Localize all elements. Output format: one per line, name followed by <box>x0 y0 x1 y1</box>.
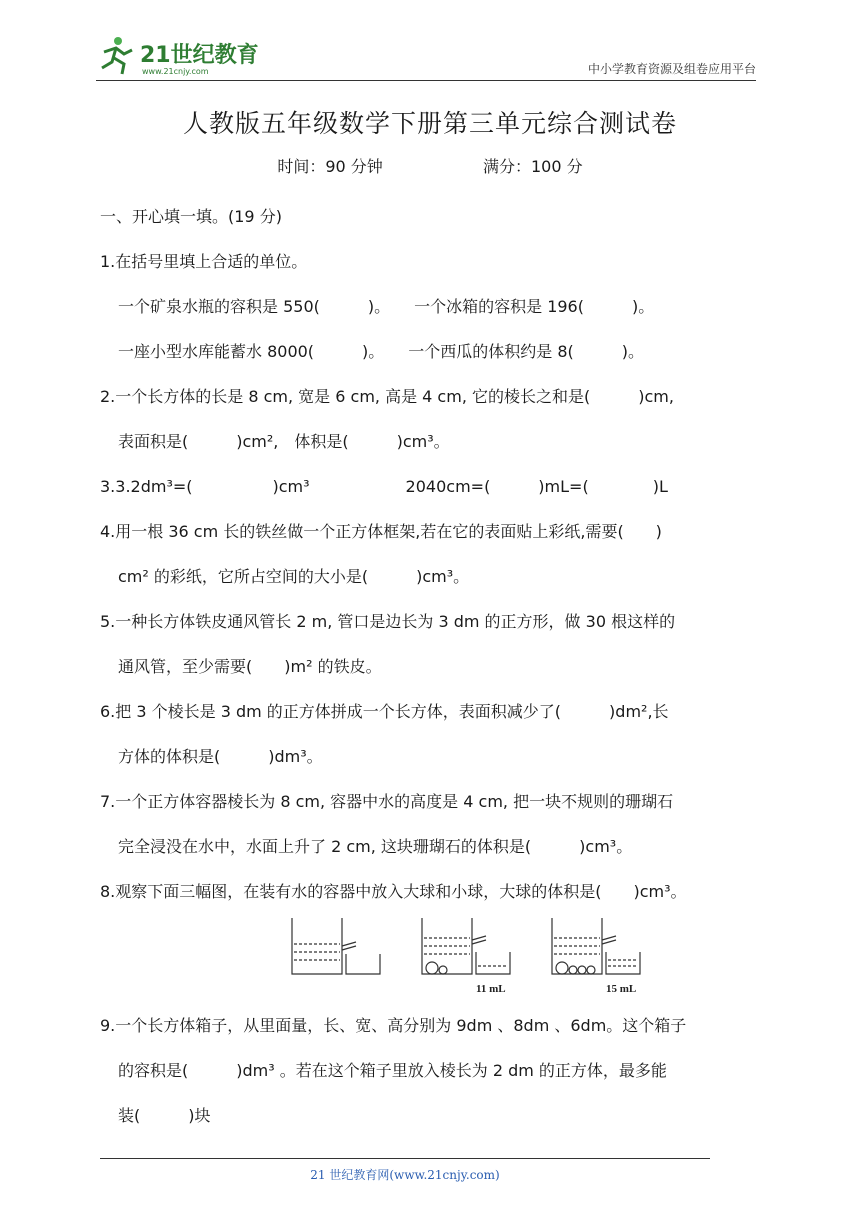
question-6-cont: 方体的体积是( )dm³。 <box>118 747 323 766</box>
section-heading: 一、开心填一填。(19 分) <box>100 207 282 226</box>
header-tagline: 中小学教育资源及组卷应用平台 <box>587 62 756 76</box>
container-figures <box>286 914 646 998</box>
exam-time: 时间：90 分钟 <box>277 157 383 176</box>
question-1: 1.在括号里填上合适的单位。 <box>100 252 308 271</box>
logo-url: www.21cnjy.com <box>142 67 209 76</box>
figure-3 <box>552 918 640 974</box>
question-2-cont: 表面积是( )cm², 体积是( )cm³。 <box>118 432 450 451</box>
small-ball <box>439 966 447 974</box>
figure-1 <box>292 918 380 974</box>
exam-score: 满分：100 分 <box>483 157 583 176</box>
large-ball <box>426 962 438 974</box>
question-1-line-1: 一个矿泉水瓶的容积是 550( )。 一个冰箱的容积是 196( )。 <box>118 297 655 316</box>
question-7: 7.一个正方体容器棱长为 8 cm, 容器中水的高度是 4 cm, 把一块不规则的珊瑚石 <box>100 792 674 811</box>
logo-text: 21世纪教育 <box>140 43 259 68</box>
question-6: 6.把 3 个棱长是 3 dm 的正方体拼成一个长方体，表面积减少了( )dm²,长 <box>100 702 669 721</box>
question-5: 5.一种长方体铁皮通风管长 2 m, 管口是边长为 3 dm 的正方形，做 30 根这样的 <box>100 612 676 631</box>
header-divider <box>96 80 756 81</box>
question-4-cont: cm² 的彩纸，它所占空间的大小是( )cm³。 <box>118 567 470 586</box>
runner-icon <box>102 37 132 74</box>
site-logo <box>96 32 266 78</box>
question-2: 2.一个长方体的长是 8 cm, 宽是 6 cm, 高是 4 cm, 它的棱长之和是( )cm, <box>100 387 674 406</box>
question-9-cont-1: 的容积是( )dm³ 。若在这个箱子里放入棱长为 2 dm 的正方体，最多能 <box>118 1061 667 1080</box>
question-5-cont: 通风管，至少需要( )m² 的铁皮。 <box>118 657 382 676</box>
figure-2 <box>422 918 510 974</box>
question-9-cont-2: 装( )块 <box>118 1106 211 1125</box>
question-3: 3.3.2dm³=( )cm³ 2040cm=( )mL=( )L <box>100 477 668 496</box>
figure-3-label: 15 mL <box>606 983 637 995</box>
question-9: 9.一个长方体箱子，从里面量，长、宽、高分别为 9dm 、8dm 、6dm。这个箱子 <box>100 1016 687 1035</box>
question-1-line-2: 一座小型水库能蓄水 8000( )。 一个西瓜的体积约是 8( )。 <box>118 342 645 361</box>
page-title: 人教版五年级数学下册第三单元综合测试卷 <box>182 109 677 138</box>
footer-link[interactable]: 21 世纪教育网(www.21cnjy.com) <box>310 1168 500 1182</box>
question-8: 8.观察下面三幅图，在装有水的容器中放入大球和小球，大球的体积是( )cm³。 <box>100 882 687 901</box>
figure-2-label: 11 mL <box>476 983 506 995</box>
exam-meta <box>0 154 860 177</box>
question-4: 4.用一根 36 cm 长的铁丝做一个正方体框架,若在它的表面贴上彩纸,需要( ) <box>100 522 662 541</box>
question-7-cont: 完全浸没在水中，水面上升了 2 cm, 这块珊瑚石的体积是( )cm³。 <box>118 837 633 856</box>
footer-divider <box>100 1158 710 1159</box>
